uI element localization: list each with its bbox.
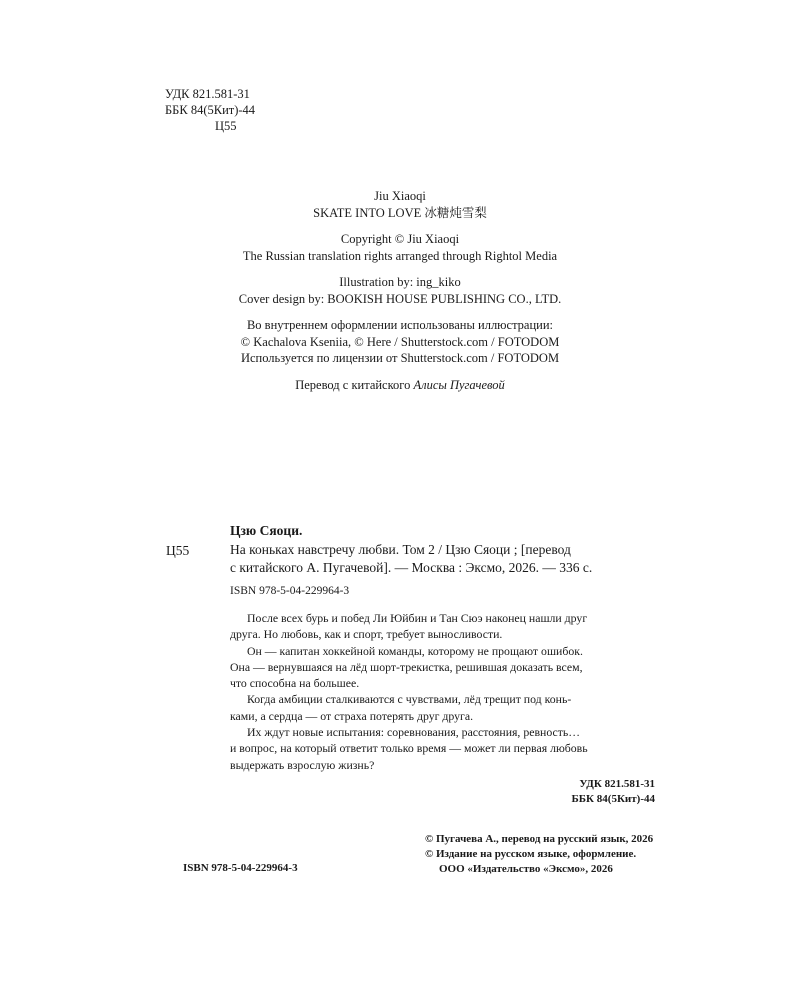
copyright-line: Copyright © Jiu Xiaoqi bbox=[340, 232, 460, 246]
annotation-line: выдержать взрослую жизнь? bbox=[230, 757, 375, 772]
annotation-line: что способна на большее. bbox=[230, 676, 360, 691]
footer-isbn: ISBN 978-5-04-229964-3 bbox=[183, 862, 298, 874]
card-isbn: ISBN 978-5-04-229964-3 bbox=[230, 585, 350, 597]
bbk-code: ББК 84(5Кит)-44 bbox=[165, 103, 256, 117]
illustration-credit: Illustration by: ing_kiko bbox=[339, 275, 461, 289]
translator-name: Алисы Пугачевой bbox=[413, 377, 505, 392]
udk-code-right: УДК 821.581-31 bbox=[579, 778, 655, 790]
card-author: Цзю Сяоци. bbox=[230, 523, 303, 538]
title-original: SKATE INTO LOVE 冰糖炖雪梨 bbox=[313, 205, 487, 220]
rights-line: The Russian translation rights arranged through Rightol Media bbox=[242, 248, 558, 263]
translation-prefix: Перевод с китайского bbox=[295, 377, 414, 392]
annotation-line: Их ждут новые испытания: соревнования, расстояния, ревность… bbox=[247, 725, 581, 740]
annotation-line: Когда амбиции сталкиваются с чувствами, лёд трещит под конь- bbox=[247, 692, 572, 707]
udk-code: УДК 821.581-31 bbox=[165, 87, 250, 101]
license-line: Используется по лицензии от Shutterstock.com / FOTODOM bbox=[240, 351, 560, 365]
annotation-line: Он — капитан хоккейной команды, которому не прощают ошибок. bbox=[247, 643, 583, 658]
annotation-line: друга. Но любовь, как и спорт, требует выносливости. bbox=[230, 627, 503, 642]
author-original: Jiu Xiaoqi bbox=[374, 189, 426, 203]
annotation-line: ками, а сердца — от страха потерять друг друга. bbox=[230, 708, 474, 723]
annotation-line: После всех бурь и побед Ли Юйбин и Тан Сюэ наконец нашли друг bbox=[247, 611, 588, 625]
copyright-notices bbox=[425, 832, 653, 877]
cover-design-credit: Cover design by: BOOKISH HOUSE PUBLISHING CO., LTD. bbox=[238, 291, 562, 306]
card-author-mark: Ц55 bbox=[166, 543, 190, 558]
card-desc-line: с китайского А. Пугачевой]. — Москва : Эксмо, 2026. — 336 с. bbox=[230, 560, 593, 575]
classification-codes bbox=[165, 86, 255, 134]
interior-sources: © Kachalova Kseniia, © Here / Shutterstock.com / FOTODOM bbox=[240, 334, 560, 349]
copyright-edition: © Издание на русском языке, оформление. bbox=[425, 848, 637, 860]
card-desc-line: На коньках навстречу любви. Том 2 / Цзю Сяоци ; [перевод bbox=[230, 542, 571, 557]
card-description bbox=[230, 541, 655, 577]
author-mark: Ц55 bbox=[215, 119, 237, 133]
translation-credit bbox=[0, 377, 800, 394]
credits-block bbox=[0, 188, 800, 393]
interior-note: Во внутреннем оформлении использованы иллюстрации: bbox=[246, 318, 554, 332]
copyright-translation: © Пугачева А., перевод на русский язык, 2026 bbox=[425, 833, 654, 845]
annotation bbox=[230, 610, 655, 773]
classification-codes-right bbox=[572, 777, 655, 807]
publisher-line: ООО «Издательство «Эксмо», 2026 bbox=[439, 863, 613, 875]
annotation-line: и вопрос, на который ответит только время — может ли первая любовь bbox=[230, 741, 588, 756]
bbk-code-right: ББК 84(5Кит)-44 bbox=[571, 793, 655, 805]
annotation-line: Она — вернувшаяся на лёд шорт-трекистка, решившая доказать всем, bbox=[230, 659, 583, 674]
